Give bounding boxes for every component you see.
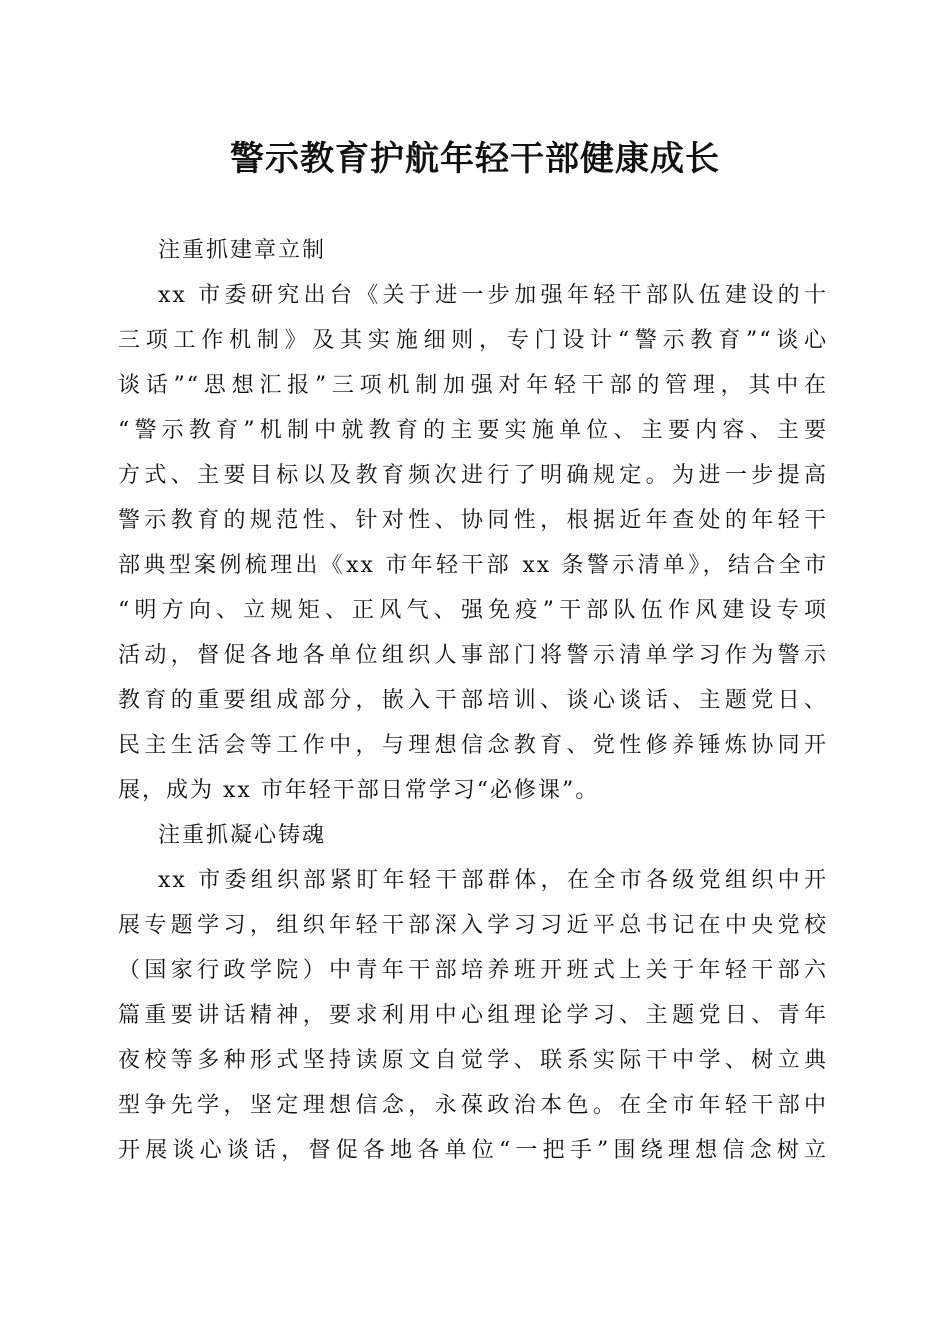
section-heading: 注重抓建章立制 xyxy=(158,238,327,263)
paragraph-line: “明方向、立规矩、正风气、强免疫”干部队伍作风建设专项 xyxy=(118,598,828,623)
document-body xyxy=(118,228,828,1173)
paragraph-line: 谈话”“思想汇报”三项机制加强对年轻干部的管理，其中在 xyxy=(118,373,828,398)
paragraph-line: 篇重要讲话精神，要求利用中心组理论学习、主题党日、青年 xyxy=(118,1003,828,1028)
paragraph-line: 民主生活会等工作中，与理想信念教育、党性修养锤炼协同开 xyxy=(118,733,828,758)
section-paragraph xyxy=(118,273,828,813)
document-title: 警示教育护航年轻干部健康成长 xyxy=(230,139,720,179)
paragraph-line: （国家行政学院）中青年干部培养班开班式上关于年轻干部六 xyxy=(118,958,828,983)
section-zhongzhua-jianzhang xyxy=(118,228,828,813)
paragraph-line: 部典型案例梳理出《xx 市年轻干部 xx 条警示清单》，结合全市 xyxy=(118,553,828,578)
paragraph-line: “警示教育”机制中就教育的主要实施单位、主要内容、主要 xyxy=(118,418,828,443)
paragraph-line: 夜校等多种形式坚持读原文自觉学、联系实际干中学、树立典 xyxy=(118,1048,828,1073)
section-heading: 注重抓凝心铸魂 xyxy=(158,823,327,848)
paragraph-line: 开展谈心谈话，督促各地各单位“一把手”围绕理想信念树立 xyxy=(118,1138,828,1163)
paragraph-line: 型争先学，坚定理想信念，永葆政治本色。在全市年轻干部中 xyxy=(118,1093,828,1118)
paragraph-line: 活动，督促各地各单位组织人事部门将警示清单学习作为警示 xyxy=(118,643,828,668)
paragraph-line: 三项工作机制》及其实施细则，专门设计“警示教育”“谈心 xyxy=(118,328,828,353)
paragraph-line: 展专题学习，组织年轻干部深入学习习近平总书记在中央党校 xyxy=(118,913,828,938)
paragraph-line: 教育的重要组成部分，嵌入干部培训、谈心谈话、主题党日、 xyxy=(118,688,828,713)
paragraph-line: 方式、主要目标以及教育频次进行了明确规定。为进一步提高 xyxy=(118,463,828,488)
section-paragraph xyxy=(118,858,828,1173)
section-zhongzhua-ningxin xyxy=(118,813,828,1173)
paragraph-line: 警示教育的规范性、针对性、协同性，根据近年查处的年轻干 xyxy=(118,508,828,533)
paragraph-line: 展，成为 xx 市年轻干部日常学习“必修课”。 xyxy=(118,778,600,803)
paragraph-line: xx 市委研究出台《关于进一步加强年轻干部队伍建设的十 xyxy=(158,283,828,308)
paragraph-line: xx 市委组织部紧盯年轻干部群体，在全市各级党组织中开 xyxy=(158,868,828,893)
